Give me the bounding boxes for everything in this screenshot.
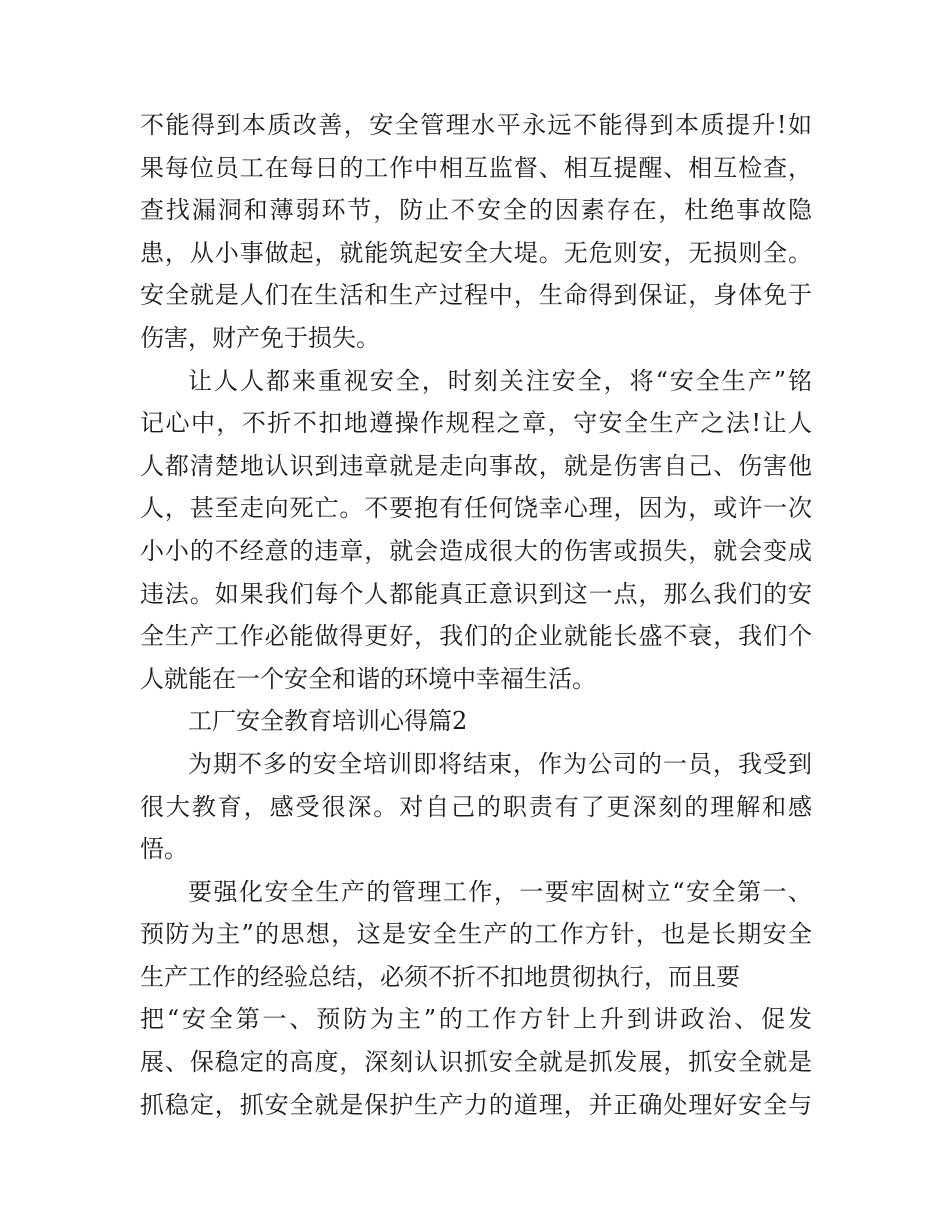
paragraph-1-line-4: 患，从小事做起，就能筑起安全大堤。无危则安，无损则全。 [140, 238, 812, 267]
paragraph-3-line-3: 悟。 [140, 835, 188, 864]
paragraph-1-line-1: 不能得到本质改善，安全管理水平永远不能得到本质提升!如 [140, 111, 812, 139]
paragraph-2-line-5: 小小的不经意的违章，就会造成很大的伤害或损失，就会变成 [140, 536, 812, 565]
paragraph-2-line-7: 全生产工作必能做得更好，我们的企业就能长盛不衰，我们个 [140, 622, 812, 651]
paragraph-2-line-6: 违法。如果我们每个人都能真正意识到这一点，那么我们的安 [140, 579, 812, 608]
paragraph-4-line-4: 把“安全第一、预防为主”的工作方针上升到讲政治、促发 [140, 1005, 812, 1034]
paragraph-2-line-2: 记心中，不折不扣地遵操作规程之章，守安全生产之法!让人 [140, 409, 812, 438]
paragraph-1-line-3: 查找漏洞和薄弱环节，防止不安全的因素存在，杜绝事故隐 [140, 196, 812, 225]
paragraph-3-line-2: 很大教育，感受很深。对自己的职责有了更深刻的理解和感 [140, 792, 812, 821]
paragraph-2-line-8: 人就能在一个安全和谐的环境中幸福生活。 [140, 664, 596, 693]
paragraph-4-line-1: 要强化安全生产的管理工作，一要牢固树立“安全第一、 [188, 877, 812, 906]
paragraph-3-line-1: 为期不多的安全培训即将结束，作为公司的一员，我受到 [188, 749, 812, 778]
paragraph-1-line-6: 伤害，财产免于损失。 [140, 323, 380, 352]
paragraph-2-line-3: 人都清楚地认识到违章就是走向事故，就是伤害自己、伤害他 [140, 451, 812, 480]
paragraph-4-line-6: 抓稳定，抓安全就是保护生产力的道理，并正确处理好安全与 [140, 1090, 812, 1119]
paragraph-2-line-1: 让人人都来重视安全，时刻关注安全，将“安全生产”铭 [188, 366, 812, 395]
paragraph-1-line-2: 果每位员工在每日的工作中相互监督、相互提醒、相互检查， [140, 153, 812, 182]
paragraph-1-line-5: 安全就是人们在生活和生产过程中，生命得到保证，身体免于 [140, 281, 812, 310]
paragraph-4-line-5: 展、保稳定的高度，深刻认识抓安全就是抓发展，抓安全就是 [140, 1048, 812, 1077]
paragraph-4-line-3: 生产工作的经验总结，必须不折不扣地贯彻执行，而且要 [140, 962, 740, 991]
paragraph-2-line-4: 人，甚至走向死亡。不要抱有任何饶幸心理，因为，或许一次 [140, 494, 812, 523]
document-body [140, 104, 812, 1126]
paragraph-4-line-2: 预防为主”的思想，这是安全生产的工作方针，也是长期安全 [140, 920, 812, 949]
section-heading: 工厂安全教育培训心得篇2 [188, 707, 468, 736]
